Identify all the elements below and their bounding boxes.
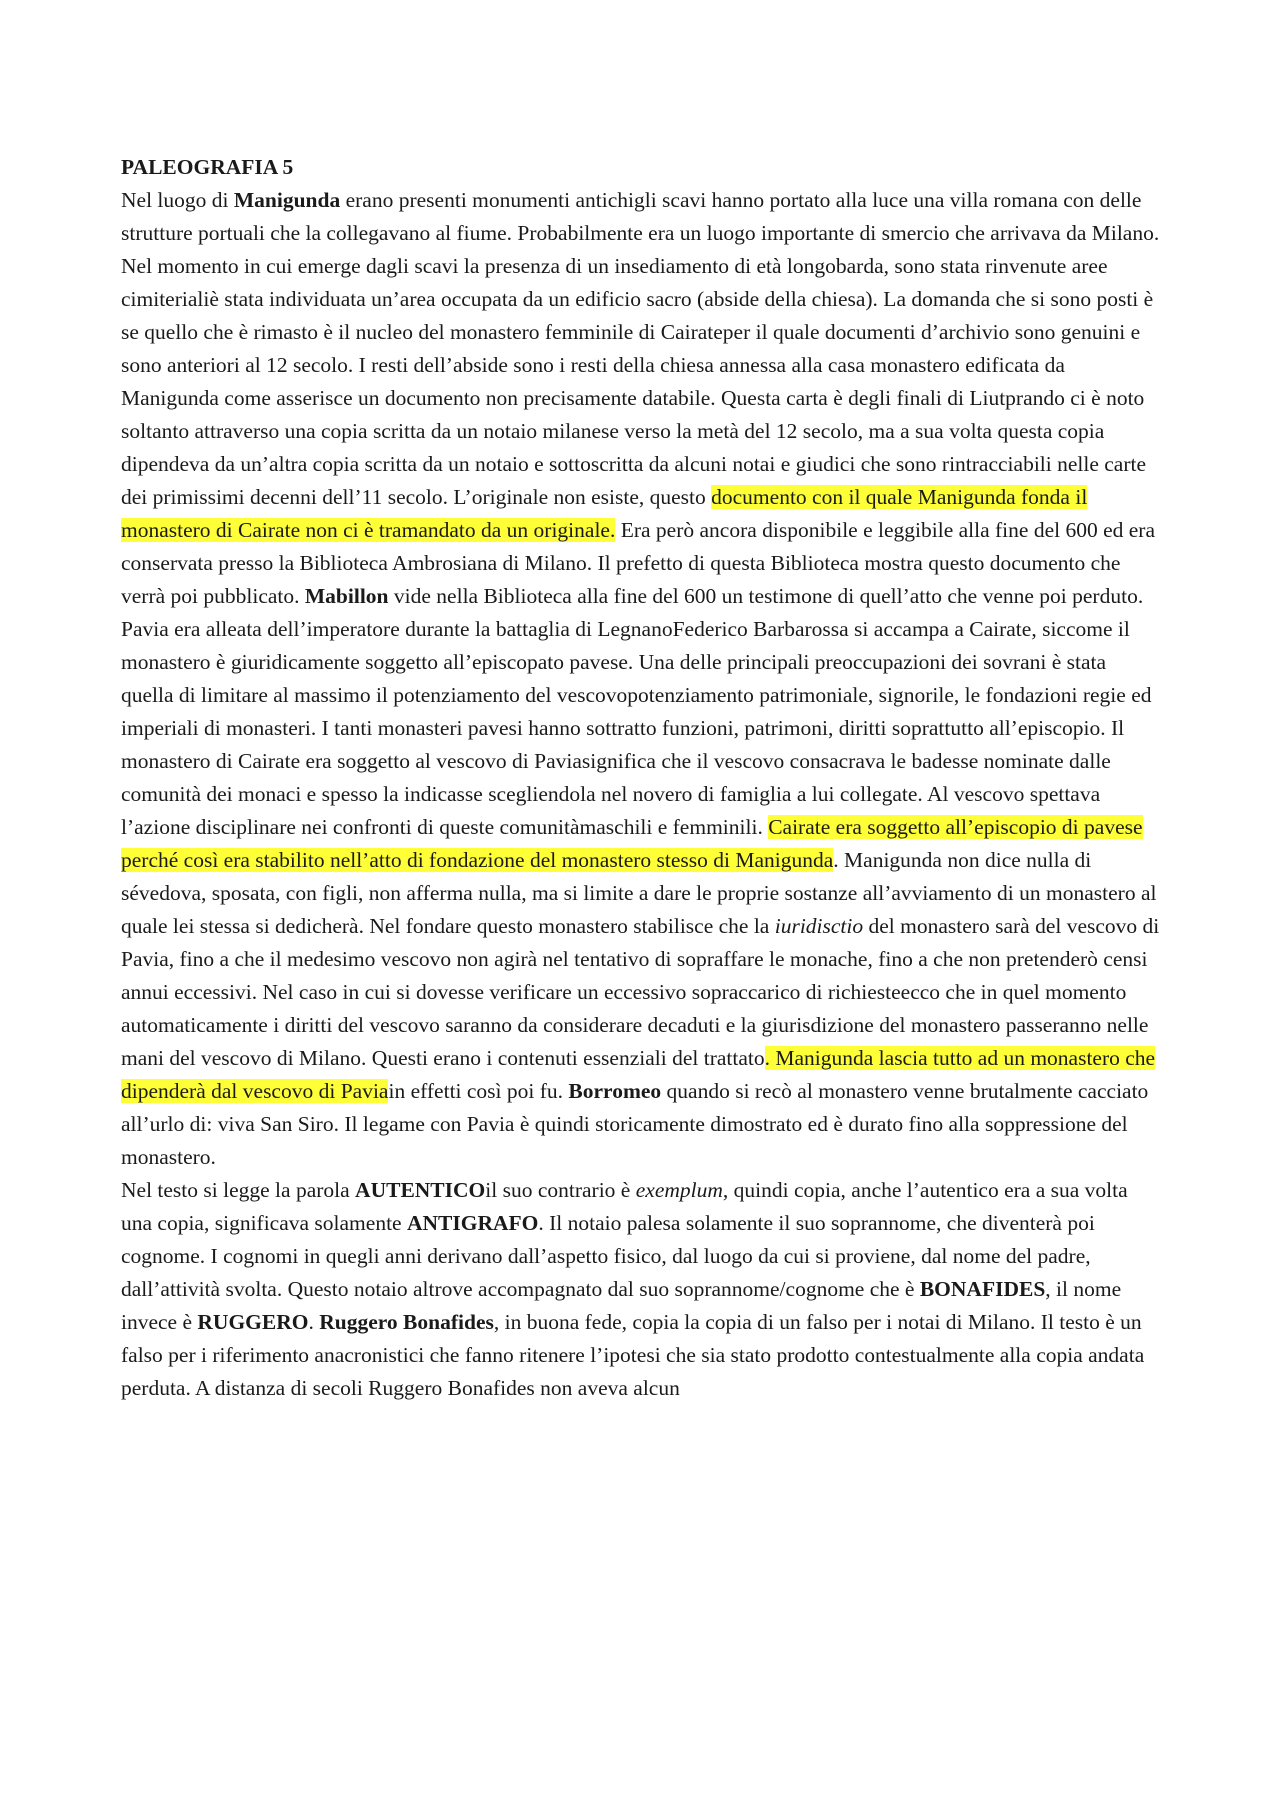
text-run: , in buona fede, copia la copia di un falso per i notai di Milano. Il testo è un falso per i riferimento anacronistici che fanno ritenere l’ipotesi che sia stato prodotto contestualmente alla copia andata perduta. A distanza di secoli Ruggero Bonafides non aveva alcun [121, 1310, 1145, 1400]
text-run: Pavia era alleata dell’imperatore durante la battaglia di LegnanoFederico Barbarossa si accampa a Cairate, siccome il monastero è giuridicamente soggetto all’episcopato pavese. Una delle principali preoccupazioni dei sovrani è stata quella di limitare al massimo il potenziamento del vescovopotenziamento patrimoniale, signorile, le fondazioni regie ed imperiali di monasteri. I tanti monasteri pavesi hanno sottratto funzioni, patrimoni, diritti soprattutto all’episcopio. Il monastero di Cairate era soggetto al vescovo di Paviasignifica che il vescovo consacrava le badesse nominate dalle comunità dei monaci e spesso la indicasse scegliendola nel novero di famiglia a lui collegate. Al vescovo spettava l’azione disciplinare nei confronti di queste comunitàmaschili e femminili. [121, 617, 1152, 839]
text-run: , il nome invece è [121, 1277, 1122, 1334]
text-run: Era però ancora disponibile e leggibile alla fine del 600 ed era conservata presso la Biblioteca Ambrosiana di Milano. Il prefetto di questa Biblioteca mostra questo documento che verrà poi pubblicato. [121, 518, 1156, 608]
text-run: . Il notaio palesa solamente il suo soprannome, che diventerà poi cognome. I cognomi in quegli anni derivano dall’aspetto fisico, dal luogo da cui si proviene, dal nome del padre, dall’attività svolta. Questo notaio altrove accompagnato dal suo soprannome/cognome che è [121, 1211, 1095, 1301]
document-title: PALEOGRAFIA 5 [121, 155, 294, 179]
italic-term-iuridisctio: iuridisctio [774, 914, 864, 938]
text-run: del monastero sarà del vescovo di Pavia, fino a che il medesimo vescovo non agirà nel tentativo di sopraffare le monache, fino a che non pretenderò censi annui eccessivi. Nel caso in cui si dovesse verificare un eccessivo sopraccarico di richiesteecco che in quel momento automaticamente i diritti del vescovo saranno da considerare decaduti e la giurisdizione del monastero passeranno nelle mani del vescovo di Milano. Questi erano i contenuti essenziali del trattato [121, 914, 1160, 1070]
text-run: Nel testo si legge la parola [121, 1178, 356, 1202]
bold-term-autentico: AUTENTICO [355, 1178, 486, 1202]
bold-term-ruggero-bonafides: Ruggero Bonafides [319, 1310, 494, 1334]
highlighted-text: Cairate era soggetto all’episcopio di pavese perché così era stabilito nell’atto di fondazione del monastero stesso di Manigunda [121, 815, 1143, 872]
text-run: Nel luogo di [121, 188, 234, 212]
text-run: il suo contrario è [485, 1178, 636, 1202]
text-run: vide nella Biblioteca alla fine del 600 un testimone di quell’atto che venne poi perduto. [388, 584, 1144, 608]
bold-term-mabillon: Mabillon [304, 584, 389, 608]
bold-term-antigrafo: ANTIGRAFO [406, 1211, 539, 1235]
text-run: in effetti così poi fu. [388, 1079, 569, 1103]
bold-term-ruggero: RUGGERO [197, 1310, 309, 1334]
document-body [121, 151, 1161, 1405]
bold-term-bonafides: BONAFIDES [919, 1277, 1046, 1301]
italic-term-exemplum: exemplum [635, 1178, 723, 1202]
highlighted-text: documento con il quale Manigunda fonda il monastero di Cairate non ci è tramandato da un originale. [121, 485, 1088, 542]
text-run: quando si recò al monastero venne brutalmente cacciato all’urlo di: viva San Siro. Il legame con Pavia è quindi storicamente dimostrato ed è durato fino alla soppressione del monastero. [121, 1079, 1149, 1169]
text-run: , quindi copia, anche l’autentico era a sua volta una copia, significava solamente [121, 1178, 1128, 1235]
highlighted-text: . Manigunda lascia tutto ad un monastero che dipenderà dal vescovo di Pavia [121, 1046, 1156, 1103]
text-run: erano presenti monumenti antichigli scavi hanno portato alla luce una villa romana con delle strutture portuali che la collegavano al fiume. Probabilmente era un luogo importante di smercio che arrivava da Milano. Nel momento in cui emerge dagli scavi la presenza di un insediamento di età longobarda, sono stata rinvenute aree cimiterialiè stata individuata un’area occupata da un edificio sacro (abside della chiesa). La domanda che si sono posti è se quello che è rimasto è il nucleo del monastero femminile di Cairateper il quale documenti d’archivio sono genuini e sono anteriori al 12 secolo. I resti dell’abside sono i resti della chiesa annessa alla casa monastero edificata da Manigunda come asserisce un documento non precisamente databile. Questa carta è degli finali di Liutprando ci è noto soltanto attraverso una copia scritta da un notaio milanese verso la metà del 12 secolo, ma a sua volta questa copia dipendeva da un’altra copia scritta da un notaio e sottoscritta da alcuni notai e giudici che sono rintracciabili nelle carte dei primissimi decenni dell’11 secolo. L’originale non esiste, questo [121, 188, 1160, 509]
text-run: . [308, 1310, 320, 1334]
paragraph-1 [121, 184, 1161, 613]
bold-term-manigunda: Manigunda [233, 188, 341, 212]
bold-term-borromeo: Borromeo [568, 1079, 662, 1103]
paragraph-3 [121, 1174, 1161, 1405]
paragraph-2 [121, 613, 1161, 1174]
text-run: . Manigunda non dice nulla di sévedova, sposata, con figli, non afferma nulla, ma si limite a dare le proprie sostanze all’avviamento di un monastero al quale lei stessa si dedicherà. Nel fondare questo monastero stabilisce che la [121, 848, 1157, 938]
